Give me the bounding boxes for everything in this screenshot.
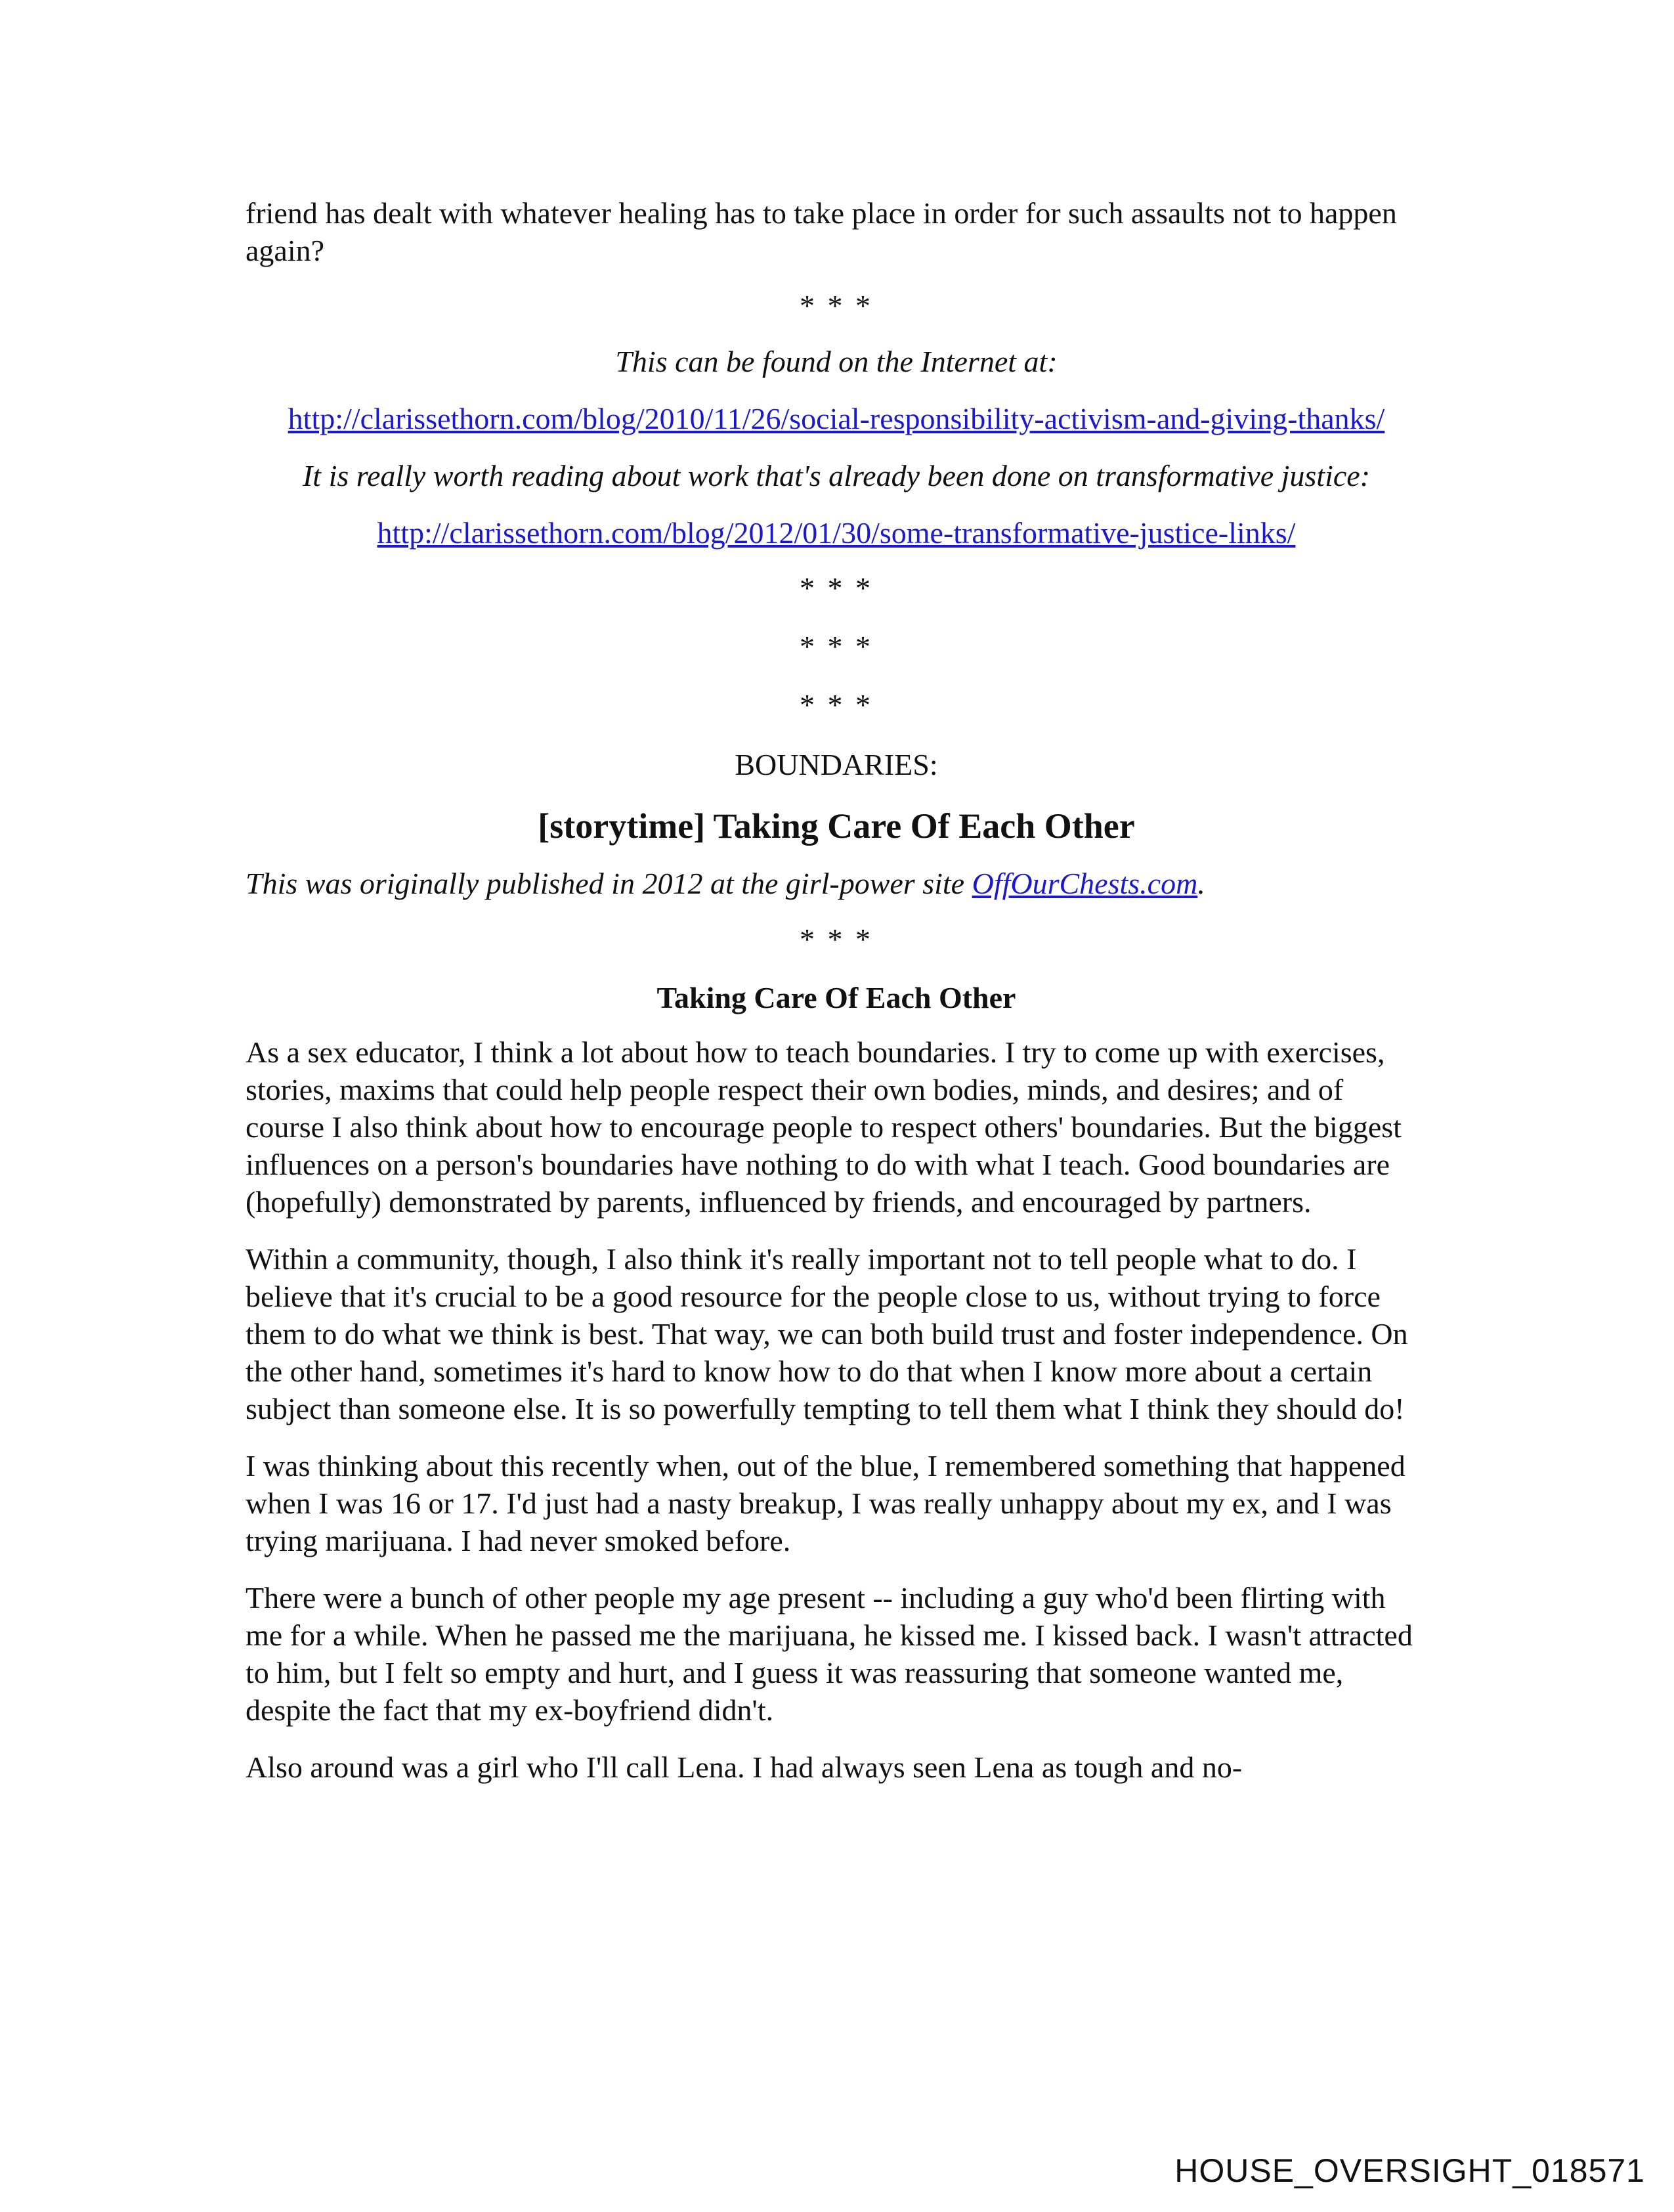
found-label: This can be found on the Internet at: — [615, 345, 1058, 378]
published-suffix: . — [1197, 867, 1205, 900]
link1-paragraph — [246, 400, 1427, 437]
link-transformative-justice[interactable]: http://clarissethorn.com/blog/2012/01/30/some-transformative-justice-links/ — [377, 516, 1296, 550]
link-social-responsibility[interactable]: http://clarissethorn.com/blog/2010/11/26/social-responsibility-activism-and-giving-thanks/ — [288, 402, 1385, 435]
separator-3: * * * — [800, 630, 873, 663]
offourchests-link[interactable]: OffOurChests.com — [972, 867, 1198, 900]
paragraph-1: As a sex educator, I think a lot about how to teach boundaries. I try to come up with exercises, stories, maxims that could help people respect their own bodies, minds, and desires; and of course I also think about how to encourage people to respect others' boundaries. But the biggest influences on a person's boundaries have nothing to do with what I teach. Good boundaries are (hopefully) demonstrated by parents, influenced by friends, and encouraged by partners. — [246, 1035, 1402, 1219]
separator-4: * * * — [800, 688, 873, 722]
paragraph-4: There were a bunch of other people my age present -- including a guy who'd been flirting with me for a while. When he passed me the marijuana, he kissed me. I kissed back. I wasn't attracted to him, but I felt so empty and hurt, and I guess it was reassuring that someone wanted me, despite the fact that my ex-boyfriend didn't. — [246, 1581, 1413, 1727]
published-note — [246, 865, 1427, 902]
published-prefix: This was originally published in 2012 at the girl-power site — [246, 867, 972, 900]
separator-1: * * * — [800, 289, 873, 322]
separator-5: * * * — [800, 922, 873, 956]
intro-paragraph: friend has dealt with whatever healing has to take place in order for such assaults not to happen again? — [246, 196, 1397, 267]
paragraph-2: Within a community, though, I also think it's really important not to tell people what to do. I believe that it's crucial to be a good resource for the people close to us, without trying to force them to do what we think is best. That way, we can both build trust and foster independence. On the other hand, sometimes it's hard to know how to do that when I know more about a certain subject than someone else. It is so powerfully tempting to tell them what I think they should do! — [246, 1242, 1408, 1425]
section-label: BOUNDARIES: — [735, 748, 938, 781]
bates-footer: HOUSE_OVERSIGHT_018571 — [1174, 2152, 1645, 2189]
link2-paragraph — [246, 514, 1427, 552]
paragraph-3: I was thinking about this recently when, out of the blue, I remembered something that happened when I was 16 or 17. I'd just had a nasty breakup, I was really unhappy about my ex, and I was trying marijuana. I had never smoked before. — [246, 1449, 1406, 1557]
subheading: Taking Care Of Each Other — [656, 981, 1016, 1014]
worth-reading-label: It is really worth reading about work that's already been done on transformative justice: — [302, 459, 1371, 492]
separator-2: * * * — [800, 571, 873, 605]
paragraph-5: Also around was a girl who I'll call Lena. I had always seen Lena as tough and no- — [246, 1750, 1243, 1784]
document-page — [246, 194, 1427, 1786]
article-title: [storytime] Taking Care Of Each Other — [538, 806, 1135, 846]
